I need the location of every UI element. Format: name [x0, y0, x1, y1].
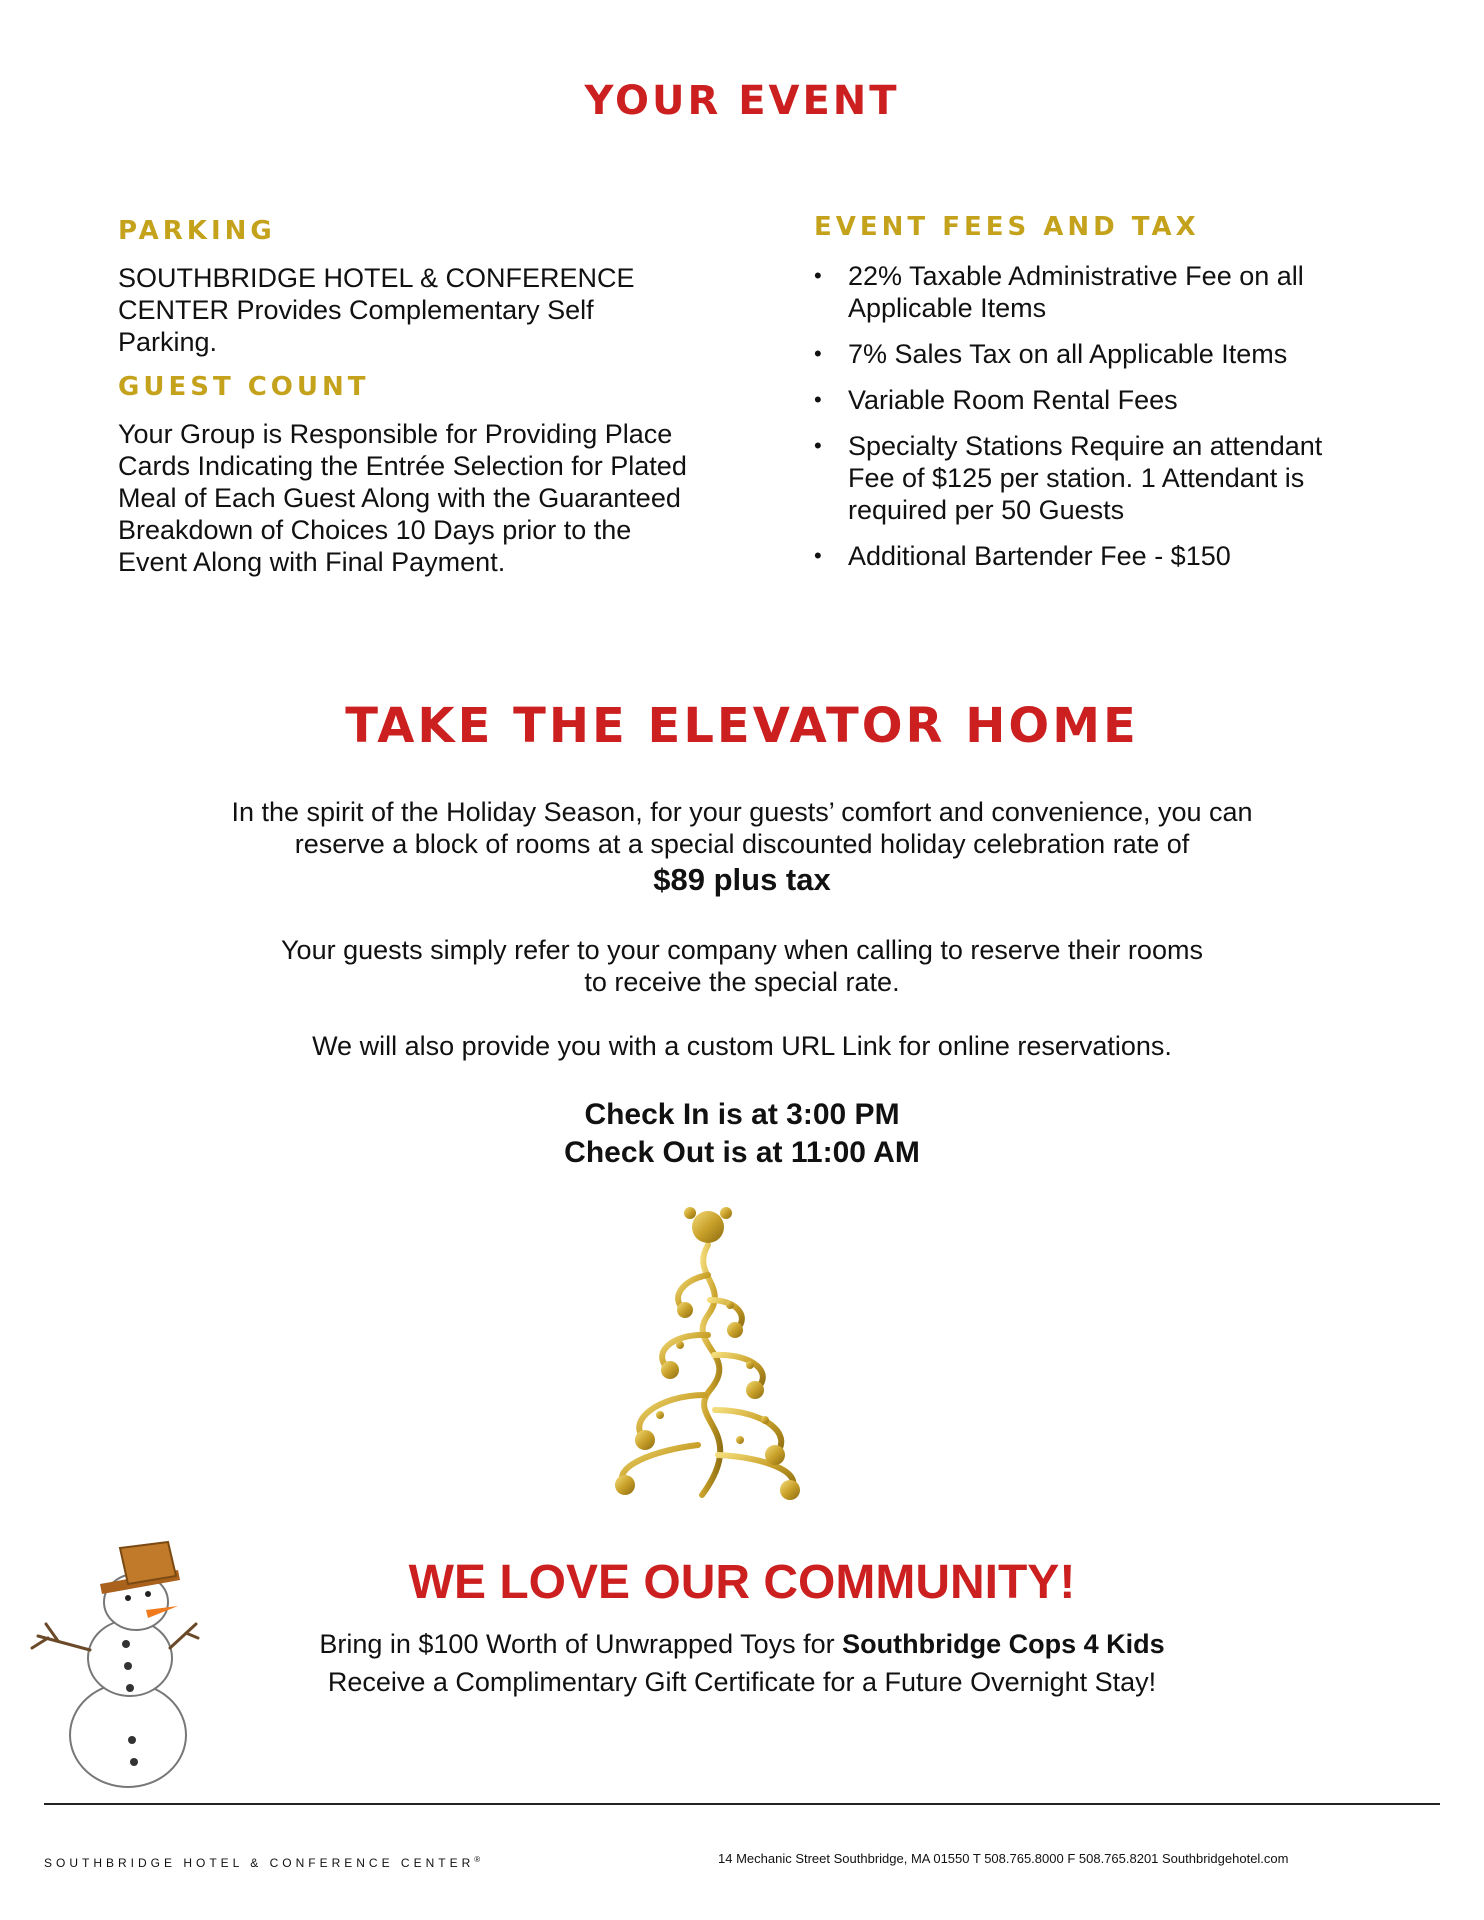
footer-brand — [44, 1855, 484, 1870]
parking-heading: PARKING — [118, 216, 276, 246]
refer-line: Your guests simply refer to your company when calling to reserve their rooms — [281, 935, 1203, 965]
footer-address: 14 Mechanic Street Southbridge, MA 01550 T 508.765.8000 F 508.765.8201 Southbridgehotel.com — [718, 1851, 1289, 1866]
elevator-refer — [0, 934, 1484, 998]
christmas-tree-icon — [590, 1205, 830, 1505]
intro-line: reserve a block of rooms at a special discounted holiday celebration rate of — [294, 829, 1190, 859]
registered-mark: ® — [474, 1855, 485, 1864]
url-note: We will also provide you with a custom URL Link for online reservations. — [312, 1031, 1172, 1061]
intro-line: In the spirit of the Holiday Season, for your guests’ comfort and convenience, you can — [231, 797, 1253, 827]
left-column — [118, 216, 698, 578]
check-in: Check In is at 3:00 PM — [584, 1098, 900, 1131]
charity-name: Southbridge Cops 4 Kids — [842, 1629, 1165, 1659]
page-title: YOUR EVENT — [584, 78, 900, 124]
event-fees-heading: EVENT FEES AND TAX — [814, 212, 1200, 242]
community-title: WE LOVE OUR COMMUNITY! — [408, 1556, 1076, 1609]
list-item: • Specialty Stations Require an attendant Fee of $125 per station. 1 Attendant is required per 50 Guests — [814, 430, 1374, 526]
right-column — [814, 212, 1374, 586]
list-item: • Additional Bartender Fee - $150 — [814, 540, 1374, 572]
elevator-title: TAKE THE ELEVATOR HOME — [345, 698, 1139, 754]
refer-line: to receive the special rate. — [584, 967, 900, 997]
community-line-prefix: Bring in $100 Worth of Unwrapped Toys for — [319, 1629, 843, 1659]
community-line: Receive a Complimentary Gift Certificate for a Future Overnight Stay! — [327, 1667, 1157, 1697]
community-line — [0, 1625, 1484, 1663]
community-text — [0, 1625, 1484, 1701]
check-out: Check Out is at 11:00 AM — [564, 1136, 920, 1169]
footer-divider — [44, 1803, 1440, 1805]
list-item: • Variable Room Rental Fees — [814, 384, 1374, 416]
check-times — [0, 1096, 1484, 1172]
parking-text: SOUTHBRIDGE HOTEL & CONFERENCE CENTER Provides Complementary Self Parking. — [118, 263, 635, 357]
elevator-intro — [0, 796, 1484, 900]
guest-count-text: Your Group is Responsible for Providing Place Cards Indicating the Entrée Selection for Plated Meal of Each Guest Along with the Guaranteed Breakdown of Choices 10 Days prior to the Event Along with Final Payment. — [118, 419, 687, 577]
brand-text: SOUTHBRIDGE HOTEL & CONFERENCE CENTER — [44, 1856, 475, 1870]
list-item: • 22% Taxable Administrative Fee on all Applicable Items — [814, 260, 1374, 324]
guest-count-heading: GUEST COUNT — [118, 372, 370, 402]
room-rate: $89 plus tax — [653, 862, 831, 897]
fees-list — [814, 260, 1374, 572]
list-item: • 7% Sales Tax on all Applicable Items — [814, 338, 1374, 370]
